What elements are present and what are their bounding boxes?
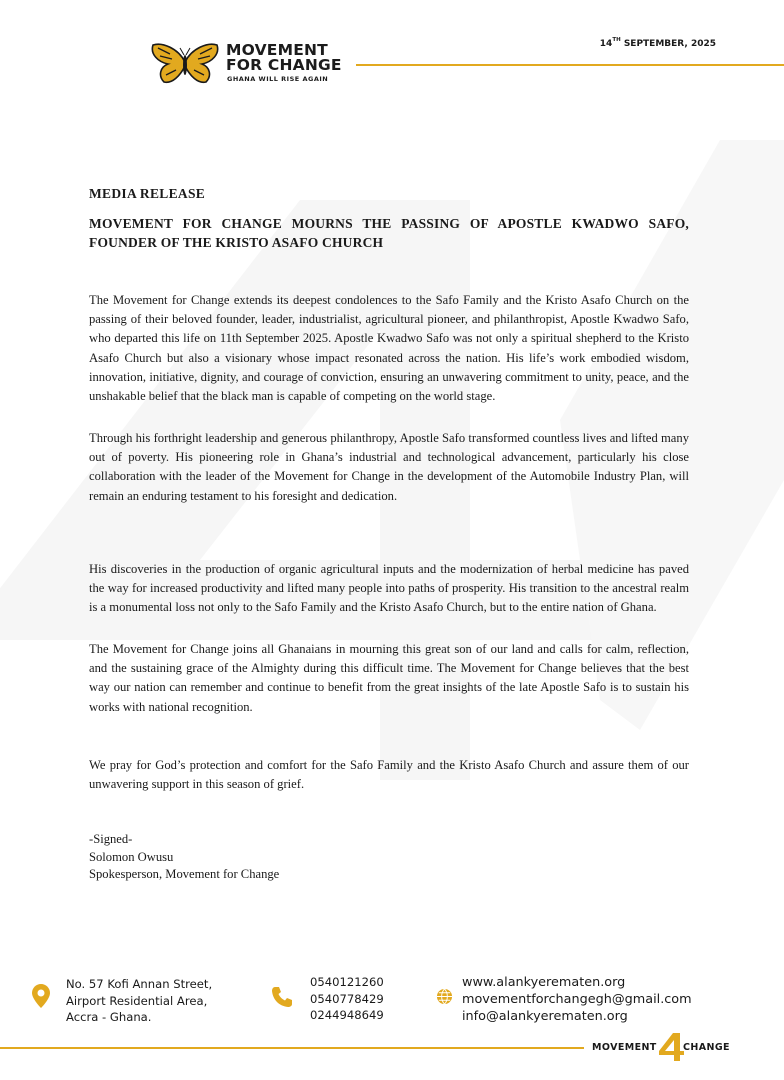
date-month-year: SEPTEMBER, 2025 (620, 39, 716, 49)
paragraph-4: The Movement for Change joins all Ghanaians in mourning this great son of our land and calls for calm, reflection, and the sustaining grace of the Almighty during this difficult time. The Movement for Change believes that the best way our nation can remember and continue to benefit from the great insights of the late Apostle Safo is to sustain his works with national recognition. (89, 642, 689, 714)
globe-icon (436, 988, 453, 1005)
release-date (600, 39, 716, 49)
brand-tagline: GHANA WILL RISE AGAIN (227, 75, 329, 83)
release-title: MOVEMENT FOR CHANGE MOURNS THE PASSING OF APOSTLE KWADWO SAFO, FOUNDER OF THE KRISTO ASAFO CHURCH (89, 216, 689, 250)
phone-number-2[interactable]: 0540778429 (310, 991, 384, 1006)
email-link-2[interactable]: info@alankyerematen.org (462, 1009, 628, 1024)
brand-line2: FOR CHANGE (226, 56, 342, 74)
footer-logo-word1: MOVEMENT (592, 1042, 657, 1053)
phone-number-3[interactable]: 0244948649 (310, 1008, 384, 1022)
brand-name (226, 43, 342, 73)
number-four-icon (658, 1032, 684, 1062)
address-line-3: Accra - Ghana. (66, 1010, 152, 1024)
brand-line1: MOVEMENT (226, 41, 328, 59)
signature-block (89, 831, 279, 884)
footer-divider (0, 1047, 584, 1049)
phone-number-1[interactable]: 0540121260 (310, 975, 384, 989)
footer-web (462, 974, 692, 1025)
footer (0, 960, 784, 1080)
paragraph-1: The Movement for Change extends its deepest condolences to the Safo Family and the Kristo Asafo Church on the passing of their beloved founder, leader, industrialist, agricultural pioneer, and philanthropist, Apostle Kwadwo Safo, who departed this life on 11th September 2025. Apostle Kwadwo Safo was not only a spiritual shepherd to the Kristo Asafo Church but also a visionary whose impact resonated across the nation. His life’s work embodied wisdom, innovation, initiative, dignity, and courage of conviction, ensuring an unwavering commitment to unity, peace, and the unshakable belief that the black man is capable of competing on the world stage. (89, 293, 689, 404)
header-divider (356, 64, 784, 66)
signed-note: -Signed- (89, 832, 133, 846)
footer-logo (592, 1032, 742, 1062)
email-link-1[interactable]: movementforchangegh@gmail.com (462, 992, 692, 1007)
footer-phones (310, 974, 384, 1024)
footer-logo-word2: CHANGE (683, 1042, 730, 1053)
signatory-role: Spokesperson, Movement for Change (89, 867, 280, 881)
brand-logo (150, 40, 350, 90)
butterfly-icon (150, 40, 220, 88)
signatory-name: Solomon Owusu (89, 849, 174, 864)
date-day: 14 (599, 39, 613, 49)
paragraph-5: We pray for God’s protection and comfort for the Safo Family and the Kristo Asafo Church and assure them of our unwavering support in this season of grief. (89, 758, 689, 792)
release-label-wrap (89, 186, 689, 202)
release-label: MEDIA RELEASE (89, 186, 206, 201)
location-pin-icon (32, 984, 50, 1008)
website-link[interactable]: www.alankyerematen.org (462, 975, 626, 990)
phone-icon (271, 986, 293, 1008)
address-line-1: No. 57 Kofi Annan Street, (66, 977, 213, 991)
footer-address (66, 976, 212, 1026)
paragraph-3: His discoveries in the production of organic agricultural inputs and the modernization of herbal medicine has paved the way for increased productivity and lifted many people into paths of prosperity. His transition to the ancestral realm is a monumental loss not only to the Safo Family and the Kristo Asafo Church, but to the entire nation of Ghana. (89, 562, 689, 615)
address-line-2: Airport Residential Area, (66, 993, 208, 1008)
paragraph-2: Through his forthright leadership and generous philanthropy, Apostle Safo transformed countless lives and lifted many out of poverty. His pioneering role in Ghana’s industrial and technological advancement, particularly his close collaboration with the leader of the Movement for Change in the development of the Automobile Industry Plan, will remain an enduring testament to his foresight and dedication. (89, 431, 689, 503)
date-suffix: TH (612, 37, 621, 43)
